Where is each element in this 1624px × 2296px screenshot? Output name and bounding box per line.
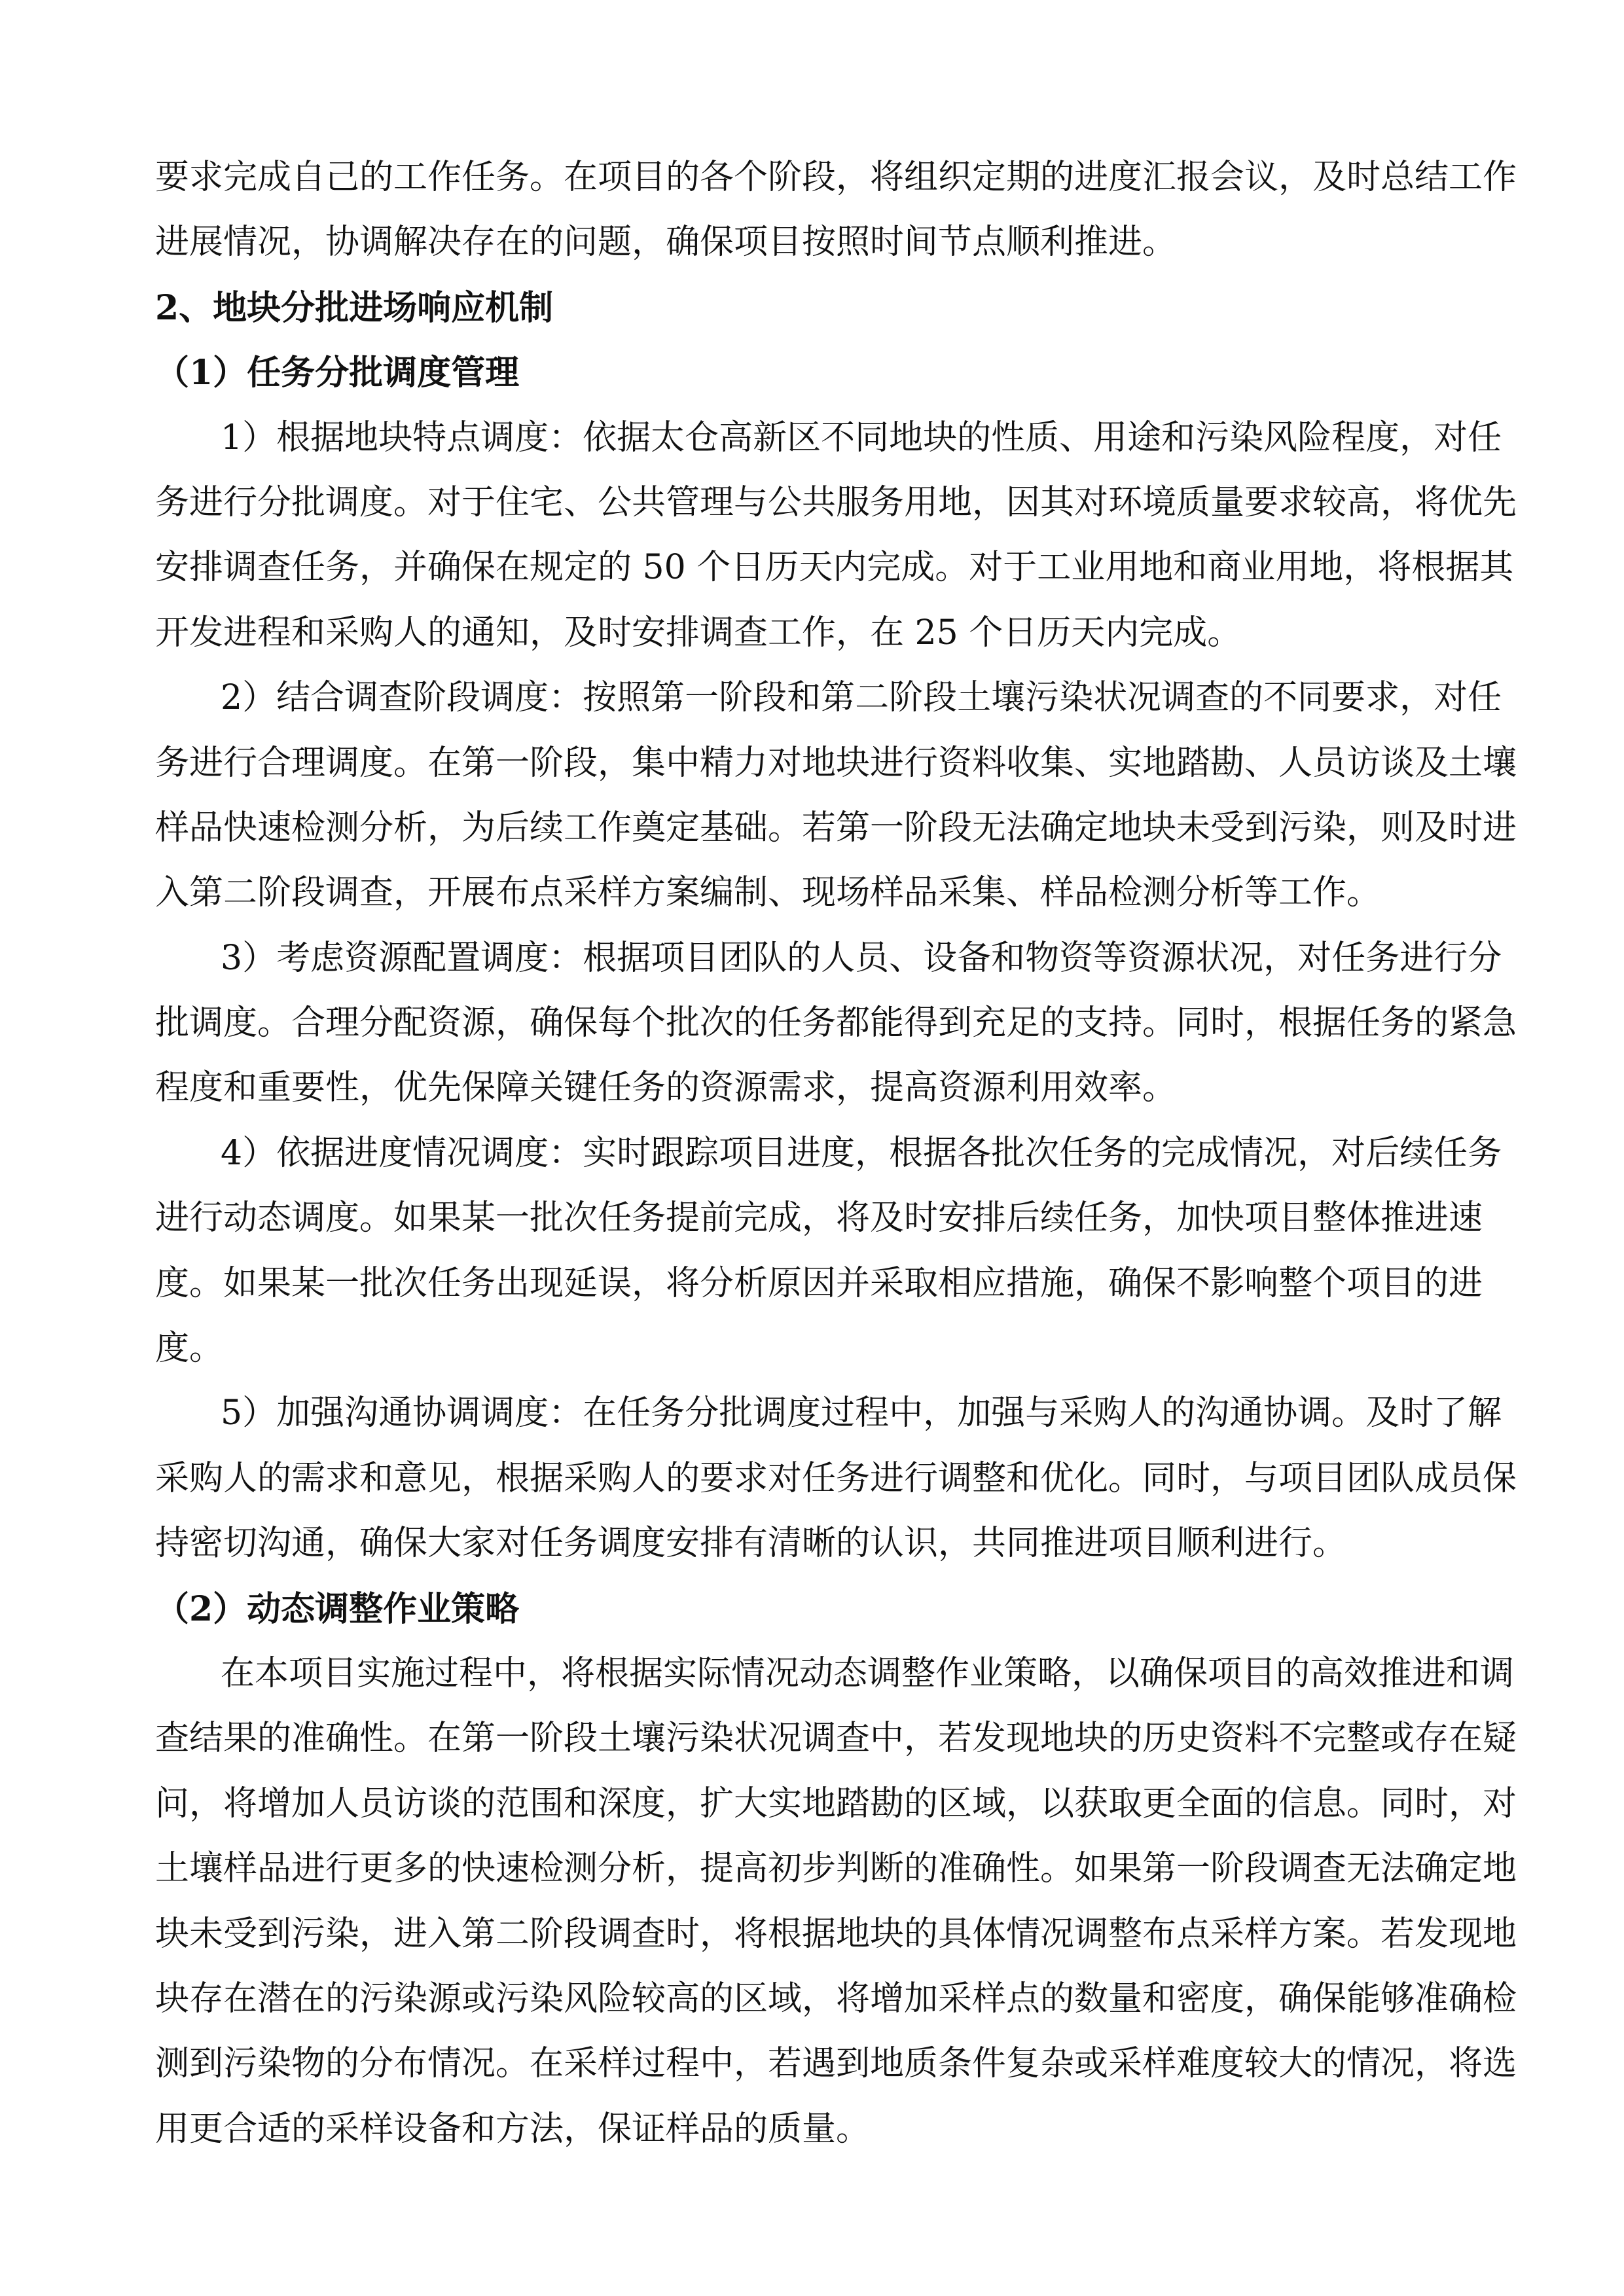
document-page <box>155 145 1517 2162</box>
paragraph-line: 开发进程和采购人的通知，及时安排调查工作，在 25 个日历天内完成。 <box>155 613 1242 653</box>
paragraph-line: 1）根据地块特点调度：依据太仓高新区不同地块的性质、用途和污染风险程度，对任 <box>221 418 1502 457</box>
paragraph-line: 度。 <box>155 1329 224 1369</box>
paragraph-line: 查结果的准确性。在第一阶段土壤污染状况调查中，若发现地块的历史资料不完整或存在疑 <box>155 1719 1517 1759</box>
paragraph-line: 用更合适的采样设备和方法，保证样品的质量。 <box>155 2109 871 2149</box>
section-heading: （2）动态调整作业策略 <box>155 1588 520 1629</box>
paragraph-line: 3）考虑资源配置调度：根据项目团队的人员、设备和物资等资源状况，对任务进行分 <box>221 938 1502 978</box>
section-heading: （1）任务分批调度管理 <box>155 353 520 393</box>
paragraph-line: 采购人的需求和意见，根据采购人的要求对任务进行调整和优化。同时，与项目团队成员保 <box>155 1458 1517 1498</box>
paragraph-line: 安排调查任务，并确保在规定的 50 个日历天内完成。对于工业用地和商业用地，将根据其 <box>155 548 1514 588</box>
paragraph-line: 务进行合理调度。在第一阶段，集中精力对地块进行资料收集、实地踏勘、人员访谈及土壤 <box>155 743 1517 783</box>
paragraph-line: 5）加强沟通协调调度：在任务分批调度过程中，加强与采购人的沟通协调。及时了解 <box>221 1393 1502 1433</box>
paragraph-line: 入第二阶段调查，开展布点采样方案编制、现场样品采集、样品检测分析等工作。 <box>155 873 1381 913</box>
paragraph-line: 2）结合调查阶段调度：按照第一阶段和第二阶段土壤污染状况调查的不同要求，对任 <box>221 678 1502 718</box>
paragraph-line: 进展情况，协调解决存在的问题，确保项目按照时间节点顺利推进。 <box>155 223 1177 262</box>
paragraph-line: 持密切沟通，确保大家对任务调度安排有清晰的认识，共同推进项目顺利进行。 <box>155 1524 1347 1564</box>
paragraph-line: 要求完成自己的工作任务。在项目的各个阶段，将组织定期的进度汇报会议，及时总结工作 <box>155 158 1517 197</box>
paragraph-line: 测到污染物的分布情况。在采样过程中，若遇到地质条件复杂或采样难度较大的情况，将选 <box>155 2044 1517 2084</box>
paragraph-line: 块未受到污染，进入第二阶段调查时，将根据地块的具体情况调整布点采样方案。若发现地 <box>155 1914 1517 1954</box>
paragraph-line: 土壤样品进行更多的快速检测分析，提高初步判断的准确性。如果第一阶段调查无法确定地 <box>155 1849 1517 1889</box>
paragraph-line: 进行动态调度。如果某一批次任务提前完成，将及时安排后续任务，加快项目整体推进速 <box>155 1198 1483 1238</box>
paragraph-line: 在本项目实施过程中，将根据实际情况动态调整作业策略，以确保项目的高效推进和调 <box>221 1653 1515 1693</box>
paragraph-line: 4）依据进度情况调度：实时跟踪项目进度，根据各批次任务的完成情况，对后续任务 <box>221 1133 1502 1173</box>
paragraph-line: 程度和重要性，优先保障关键任务的资源需求，提高资源利用效率。 <box>155 1068 1177 1108</box>
paragraph-line: 度。如果某一批次任务出现延误，将分析原因并采取相应措施，确保不影响整个项目的进 <box>155 1263 1483 1303</box>
paragraph-line: 务进行分批调度。对于住宅、公共管理与公共服务用地，因其对环境质量要求较高，将优先 <box>155 482 1517 522</box>
paragraph-line: 样品快速检测分析，为后续工作奠定基础。若第一阶段无法确定地块未受到污染，则及时进 <box>155 808 1517 848</box>
section-heading: 2、地块分批进场响应机制 <box>155 287 554 328</box>
paragraph-line: 块存在潜在的污染源或污染风险较高的区域，将增加采样点的数量和密度，确保能够准确检 <box>155 1979 1517 2018</box>
paragraph-line: 问，将增加人员访谈的范围和深度，扩大实地踏勘的区域，以获取更全面的信息。同时，对 <box>155 1784 1517 1823</box>
paragraph-line: 批调度。合理分配资源，确保每个批次的任务都能得到充足的支持。同时，根据任务的紧急 <box>155 1003 1517 1043</box>
